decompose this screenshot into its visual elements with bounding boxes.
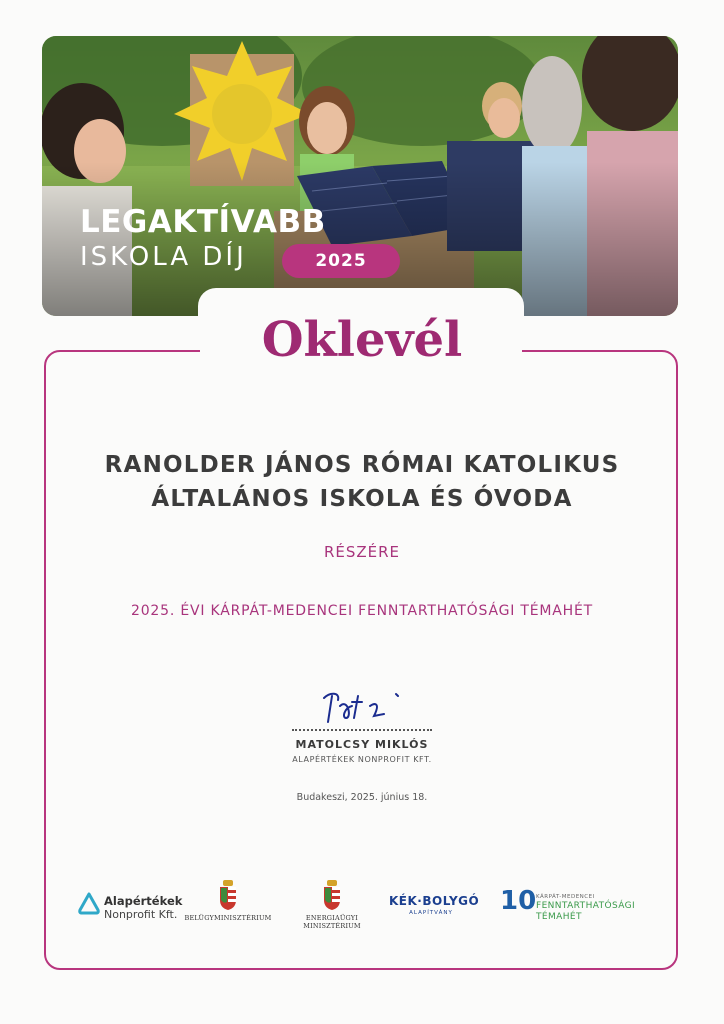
place-date: Budakeszi, 2025. június 18.: [296, 792, 428, 803]
signer-organization: ALAPÉRTÉKEK NONPROFIT KFT.: [292, 755, 432, 764]
award-title: LEGAKTÍVABB: [80, 204, 326, 240]
recipient-name: [44, 448, 680, 516]
certificate-frame: [44, 350, 678, 970]
temahet-line-2: TÉMAHÉT: [536, 912, 582, 922]
alapertekek-logo: [78, 880, 188, 930]
temahet-logo: [500, 880, 660, 930]
for-label: RÉSZÉRE: [323, 543, 401, 561]
belugyminiszterium-logo: [183, 880, 273, 930]
kek-bolygo-logo: [389, 880, 489, 930]
signer-name: MATOLCSY MIKLÓS: [295, 738, 429, 751]
alapertekek-icon: [78, 892, 100, 916]
handwritten-signature: [318, 688, 408, 728]
kek-bolygo-name: KÉK·BOLYGÓ: [389, 894, 480, 908]
hungarian-crest-icon: [219, 880, 237, 910]
certificate-heading: Oklevél: [261, 312, 463, 368]
temahet-region: KÁRPÁT-MEDENCEI: [536, 894, 595, 900]
alapertekek-type: Nonprofit Kft.: [104, 908, 178, 921]
year-badge: 2025: [282, 244, 400, 278]
event-name: 2025. ÉVI KÁRPÁT-MEDENCEI FENNTARTHATÓSÁGI TÉMAHÉT: [131, 603, 593, 619]
energiaugyi-miniszterium-logo: [282, 880, 382, 930]
temahet-line-1: FENNTARTHATÓSÁGI: [536, 901, 636, 911]
signature-line: [292, 729, 432, 731]
kek-bolygo-sub: ALAPÍTVÁNY: [409, 910, 453, 916]
alapertekek-name: Alapértékek: [104, 894, 183, 908]
belugyminiszterium-name: BELÜGYMINISZTÉRIUM: [184, 914, 272, 922]
recipient-line-2: ÁLTALÁNOS ISKOLA ÉS ÓVODA: [151, 486, 573, 512]
hungarian-crest-icon: [323, 880, 341, 910]
banner-photo: [42, 36, 678, 316]
temahet-number: 10: [500, 886, 537, 916]
energiaugyi-miniszterium-name: ENERGIAÜGYI MINISZTÉRIUM: [303, 914, 361, 930]
award-subtitle: ISKOLA DÍJ: [80, 242, 247, 272]
recipient-line-1: RANOLDER JÁNOS RÓMAI KATOLIKUS: [104, 452, 620, 478]
